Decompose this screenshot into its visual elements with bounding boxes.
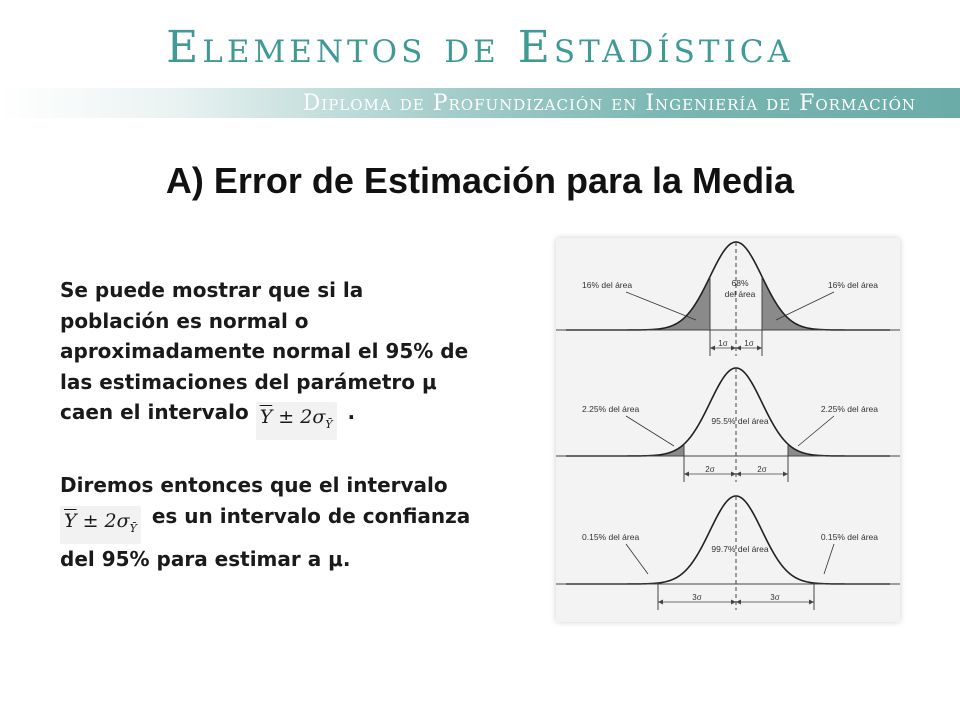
- center-area-label: 95.5% del área: [711, 416, 769, 426]
- formula-pm: ± 2σ: [76, 509, 130, 532]
- text-line: del 95% para estimar a μ.: [60, 547, 351, 572]
- right-tail-label: 0.15% del área: [820, 532, 878, 542]
- pointer-line: [626, 416, 674, 446]
- body-text: [60, 275, 530, 575]
- pointer-line: [776, 292, 834, 320]
- right-tail-label: 16% del área: [827, 280, 878, 290]
- header-subtitle: Diploma de Profundización en Ingeniería de Formación: [302, 91, 916, 116]
- formula-symbol: $\overline{Y}$: [259, 406, 273, 428]
- shaded-tail: [788, 444, 890, 456]
- arrowhead: [736, 472, 741, 477]
- text-line: Se puede mostrar que si la: [60, 278, 364, 302]
- arrowhead: [658, 600, 663, 605]
- normal-distribution-figure: [556, 238, 900, 622]
- paragraph-gap: [60, 440, 530, 470]
- arrowhead: [710, 346, 715, 351]
- sigma-tick-label: 2σ: [705, 465, 715, 474]
- sigma-tick-label: 3σ: [692, 593, 702, 602]
- left-tail-label: 0.15% del área: [582, 532, 640, 542]
- formula-pm: ± 2σ: [272, 406, 326, 428]
- left-tail-label: 16% del área: [582, 280, 633, 290]
- arrowhead: [736, 346, 741, 351]
- arrowhead: [757, 346, 762, 351]
- sigma-tick-label: 1σ: [718, 339, 728, 348]
- center-area-label: del área: [724, 289, 756, 299]
- arrowhead: [731, 600, 736, 605]
- arrowhead: [736, 600, 741, 605]
- normal-curves-svg: [556, 238, 900, 622]
- header-title: Elementos de Estadística: [166, 22, 794, 73]
- sigma-tick-label: 1σ: [744, 339, 754, 348]
- formula-symbol: $\overline{Y}$: [64, 509, 77, 532]
- text-fragment: caen el intervalo: [60, 400, 249, 424]
- arrowhead: [809, 600, 814, 605]
- text-line: Diremos entonces que el intervalo: [60, 473, 448, 498]
- text-line: población es normal o: [60, 308, 309, 333]
- arrowhead: [783, 472, 788, 477]
- text-fragment: .: [347, 400, 356, 424]
- text-line-with-formula: [60, 397, 530, 440]
- center-area-label: 99.7% del área: [711, 544, 769, 554]
- center-area-label: 68%: [731, 278, 749, 288]
- formula-sub: Ȳ: [325, 417, 333, 431]
- text-fragment: es un intervalo de confianza: [151, 503, 471, 528]
- arrowhead: [731, 472, 736, 477]
- slide-title: A) Error de Estimación para la Media: [165, 160, 795, 201]
- pointer-line: [824, 544, 834, 574]
- pointer-line: [798, 416, 834, 446]
- text-line: las estimaciones del parámetro μ: [60, 369, 437, 394]
- pointer-line: [626, 292, 696, 320]
- text-line: aproximadamente normal el 95% de: [60, 339, 469, 363]
- formula-confidence-interval: [256, 402, 337, 440]
- formula-sub: Ȳ: [129, 521, 137, 535]
- right-tail-label: 2.25% del área: [820, 404, 878, 414]
- arrowhead: [684, 472, 689, 477]
- left-tail-label: 2.25% del área: [582, 404, 640, 414]
- sigma-tick-label: 2σ: [757, 465, 767, 474]
- text-line-with-formula: [60, 501, 530, 544]
- sigma-tick-label: 3σ: [770, 593, 780, 602]
- pointer-line: [626, 544, 648, 574]
- formula-confidence-interval: [60, 506, 141, 544]
- arrowhead: [731, 346, 736, 351]
